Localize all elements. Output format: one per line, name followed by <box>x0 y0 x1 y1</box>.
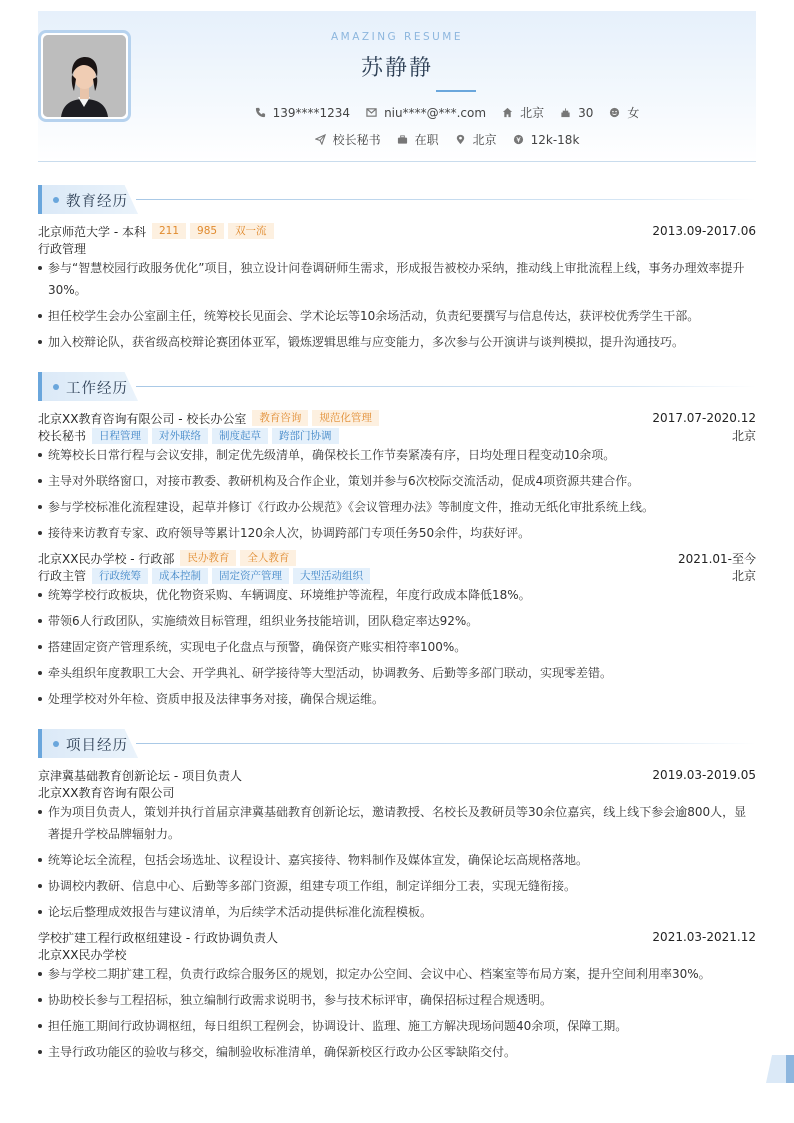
job-2-role-tag: 成本控制 <box>152 568 208 584</box>
job-1-company: 北京XX教育咨询有限公司 - 校长办公室 <box>38 411 247 426</box>
school-name: 北京师范大学 - 本科 <box>38 224 146 239</box>
corner-decoration-icon <box>766 1055 794 1083</box>
gender-text: 女 <box>627 106 640 120</box>
list-item: 牵头组织年度教职工大会、开学典礼、研学接待等大型活动，协调教务、后勤等多部门联动，实现零差错。 <box>38 663 750 684</box>
list-item: 参与学校二期扩建工程，负责行政综合服务区的规划，拟定办公空间、会议中心、档案室等布局方案，提升空间利用率30%。 <box>38 964 750 985</box>
job-1-role-tag: 对外联络 <box>152 428 208 444</box>
list-item: 加入校辩论队，获省级高校辩论赛团体亚军，锻炼逻辑思维与应变能力，多次参与公开演讲与谈判模拟，提升沟通技巧。 <box>38 332 750 353</box>
list-item: 统筹论坛全流程，包括会场选址、议程设计、嘉宾接待、物料制作及媒体宣发，确保论坛高规格落地。 <box>38 850 750 871</box>
project-1-date: 2019.03-2019.05 <box>652 768 756 782</box>
list-item: 处理学校对外年检、资质申报及法律事务对接，确保合规运维。 <box>38 689 750 710</box>
list-item: 主导对外联络窗口，对接市教委、教研机构及合作企业，策划并参与6次校际交流活动，促成4项资源共建合作。 <box>38 471 750 492</box>
job-2-role: 行政主管 <box>38 569 87 583</box>
name-underline <box>436 90 476 92</box>
list-item-continuation <box>38 824 750 845</box>
job-2-role-tag: 大型活动组织 <box>293 568 370 584</box>
email-info <box>366 106 486 120</box>
section-work <box>38 372 738 401</box>
list-item: 论坛后整理成效报告与建议清单，为后续学术活动提供标准化流程模板。 <box>38 902 750 923</box>
job-2-role-tag: 行政统筹 <box>92 568 148 584</box>
contact-row <box>38 104 756 121</box>
age-info <box>560 106 593 120</box>
target-job-info <box>315 131 381 148</box>
list-item: 参与“智慧校园行政服务优化”项目，独立设计问卷调研师生需求，形成报告被校办采纳，推动线上审批流程上线，事务办理效率提升 <box>38 258 750 279</box>
job-1-company-tag: 教育咨询 <box>252 410 308 426</box>
list-item: 参与学校标准化流程建设，起草并修订《行政办公规范》《会议管理办法》等制度文件，推动无纸化审批系统上线。 <box>38 497 750 518</box>
job-2-date: 2021.01-至今 <box>678 551 756 566</box>
project-1-name: 京津冀基础教育创新论坛 - 项目负责人 <box>38 768 242 783</box>
education-major-row <box>38 240 756 257</box>
smile-icon <box>609 107 620 118</box>
list-item: 协助校长参与工程招标，独立编制行政需求说明书，参与技术标评审，确保招标过程合规透明。 <box>38 990 750 1011</box>
job-1-role-tag: 日程管理 <box>92 428 148 444</box>
list-item-continuation <box>38 280 750 301</box>
section-projects <box>38 729 738 758</box>
major-name: 行政管理 <box>38 242 87 256</box>
list-item: 担任施工期间行政协调枢纽，每日组织工程例会，协调设计、监理、施工方解决现场问题40余项，保障工期。 <box>38 1016 750 1037</box>
phone-icon <box>255 107 266 118</box>
section-title-work: 工作经历 <box>66 381 128 397</box>
list-item: 接待来访教育专家、政府领导等累计120余人次，协调跨部门专项任务50余件，均获好评。 <box>38 523 750 544</box>
phone-info <box>255 106 350 120</box>
list-item: 协调校内教研、信息中心、后勤等多部门资源，组建专项工作组，制定详细分工表，实现无缝衔接。 <box>38 876 750 897</box>
section-title-projects: 项目经历 <box>66 738 128 754</box>
status-info <box>397 131 439 148</box>
job-1-role-tag: 制度起草 <box>212 428 268 444</box>
resume-subtitle: AMAZING RESUME <box>330 31 464 43</box>
project-2-head <box>38 928 756 946</box>
city-text: 北京 <box>520 106 545 120</box>
job-2-role-tag: 固定资产管理 <box>212 568 289 584</box>
tag-211: 211 <box>152 223 186 239</box>
list-item: 主导行政功能区的验收与移交，编制验收标准清单，确保新校区行政办公区零缺陷交付。 <box>38 1042 750 1063</box>
list-item: 搭建固定资产管理系统，实现电子化盘点与预警，确保资产账实相符率100%。 <box>38 637 750 658</box>
salary-text: 12k-18k <box>530 132 580 147</box>
continuation-text: 著提升学校品牌辐射力。 <box>48 827 181 841</box>
list-item: 统筹学校行政板块，优化物资采购、车辆调度、环境维护等流程，年度行政成本降低18%。 <box>38 585 750 606</box>
list-item: 统筹校长日常行程与会议安排，制定优先级清单，确保校长工作节奏紧凑有序，日均处理日程变动10余项。 <box>38 445 750 466</box>
money-icon <box>513 134 524 145</box>
job-2-company-tag: 全人教育 <box>240 550 296 566</box>
project-2-name: 学校扩建工程行政枢纽建设 - 行政协调负责人 <box>38 930 278 945</box>
section-title-education: 教育经历 <box>66 194 128 210</box>
salary-info <box>513 133 580 147</box>
project-1-head <box>38 766 756 784</box>
job-2-head <box>38 549 756 567</box>
job-1-head <box>38 409 756 427</box>
email-text: niu****@***.com <box>384 105 487 120</box>
list-item: 作为项目负责人，策划并执行首届京津冀基础教育创新论坛，邀请教授、名校长及教研员等30余位嘉宾，线上线下参会逾800人，显 <box>38 802 750 823</box>
job-2-location: 北京 <box>731 569 756 583</box>
briefcase-icon <box>397 134 408 145</box>
project-1-org: 北京XX教育咨询有限公司 <box>38 786 175 800</box>
resume-header <box>38 11 756 162</box>
age-text: 30 <box>578 105 594 120</box>
status-text: 在职 <box>414 133 439 147</box>
project-2-org-row <box>38 946 756 963</box>
send-icon <box>315 134 326 145</box>
project-2-date: 2021.03-2021.12 <box>652 930 756 944</box>
section-education <box>38 185 738 214</box>
job-2-role-row <box>38 567 756 584</box>
tag-985: 985 <box>190 223 224 239</box>
candidate-name: 苏静静 <box>360 56 433 81</box>
city-info <box>502 104 544 121</box>
list-item: 担任校学生会办公室副主任，统筹校长见面会、学术论坛等10余场活动，负责纪要撰写与信息传达，获评校优秀学生干部。 <box>38 306 750 327</box>
gender-info <box>609 104 639 121</box>
job-1-date: 2017.07-2020.12 <box>652 411 756 425</box>
target-city-text: 北京 <box>472 133 497 147</box>
job-1-location: 北京 <box>731 429 756 443</box>
project-2-org: 北京XX民办学校 <box>38 948 127 962</box>
cake-icon <box>560 107 571 118</box>
job-1-role-tag: 跨部门协调 <box>272 428 339 444</box>
continuation-text: 30%。 <box>48 283 87 297</box>
job-1-role-row <box>38 427 756 444</box>
education-entry-head <box>38 222 756 240</box>
phone-text: 139****1234 <box>272 105 351 120</box>
job-1-company-tag: 规范化管理 <box>312 410 379 426</box>
location-icon <box>455 134 466 145</box>
job-2-company-tag: 民办教育 <box>180 550 236 566</box>
education-date: 2013.09-2017.06 <box>652 224 756 238</box>
target-city-info <box>455 131 497 148</box>
list-item: 带领6人行政团队，实施绩效目标管理，组织业务技能培训，团队稳定率达92%。 <box>38 611 750 632</box>
home-icon <box>502 107 513 118</box>
job-2-company: 北京XX民办学校 - 行政部 <box>38 551 175 566</box>
job-intent-row <box>38 131 756 148</box>
job-1-role: 校长秘书 <box>38 429 87 443</box>
tag-double-first-class: 双一流 <box>228 223 274 239</box>
project-1-org-row <box>38 784 756 801</box>
target-job-text: 校长秘书 <box>332 133 381 147</box>
mail-icon <box>366 107 377 118</box>
